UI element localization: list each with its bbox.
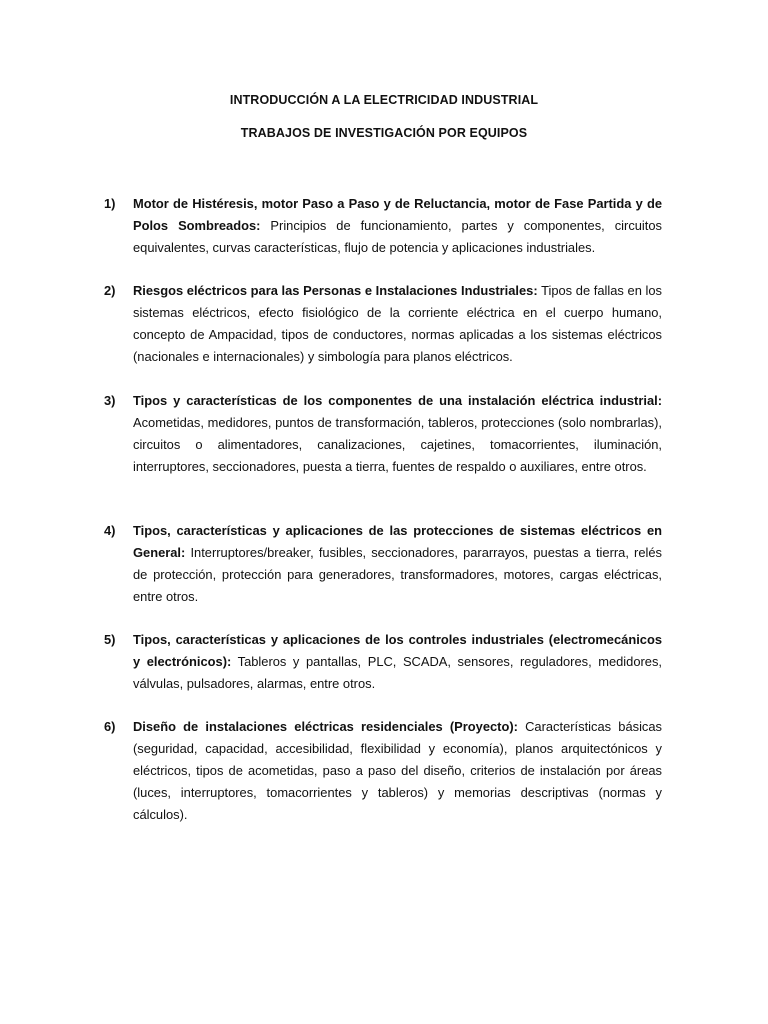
item-number: 3) <box>104 393 116 408</box>
document-subtitle: TRABAJOS DE INVESTIGACIÓN POR EQUIPOS <box>240 126 528 140</box>
item-heading: Tipos, características y aplicaciones de los controles industriales (electromecánicos y electrónicos): <box>133 632 662 669</box>
item-body <box>133 390 662 478</box>
item-text: Características básicas (seguridad, capacidad, accesibilidad, flexibilidad y economía), planos arquitectónicos y eléctricos, tipos de acometidas, paso a paso del diseño, criterios de instalación por áreas (luces, interruptores, tomacorrientes y tableros) y memorias descriptivas (normas y cálculos). <box>133 719 662 822</box>
item-body <box>133 716 662 826</box>
item-body <box>133 193 662 259</box>
item-text: Tipos de fallas en los sistemas eléctricos, efecto fisiológico de la corriente eléctrica en el cuerpo humano, concepto de Ampacidad, tipos de conductores, normas aplicadas a los sistemas eléctricos (nacionales e internacionales) y simbología para planos eléctricos. <box>133 283 662 364</box>
item-text: Principios de funcionamiento, partes y componentes, circuitos equivalentes, curvas características, flujo de potencia y aplicaciones industriales. <box>133 218 662 255</box>
item-heading: Diseño de instalaciones eléctricas residenciales (Proyecto): <box>133 719 518 734</box>
item-body <box>133 280 662 368</box>
item-heading: Tipos, características y aplicaciones de las protecciones de sistemas eléctricos en General: <box>133 523 662 560</box>
list-item <box>104 629 662 695</box>
list-item <box>104 193 662 259</box>
item-heading: Riesgos eléctricos para las Personas e Instalaciones Industriales: <box>133 283 538 298</box>
document-title: INTRODUCCIÓN A LA ELECTRICIDAD INDUSTRIAL <box>229 93 539 107</box>
item-heading: Motor de Histéresis, motor Paso a Paso y de Reluctancia, motor de Fase Partida y de Polos Sombreados: <box>133 196 662 233</box>
item-number: 5) <box>104 632 116 647</box>
item-heading: Tipos y características de los componentes de una instalación eléctrica industrial: <box>133 393 662 408</box>
item-text: Acometidas, medidores, puntos de transformación, tableros, protecciones (solo nombrarlas), circuitos o alimentadores, canalizaciones, cajetines, tomacorrientes, iluminación, interruptores, seccionadores, puesta a tierra, fuentes de respaldo o auxiliares, entre otros. <box>133 415 662 474</box>
list-item <box>104 280 662 368</box>
list-item <box>104 390 662 478</box>
item-body <box>133 629 662 695</box>
item-number: 4) <box>104 523 116 538</box>
item-text: Tableros y pantallas, PLC, SCADA, sensores, reguladores, medidores, válvulas, pulsadores, alarmas, entre otros. <box>133 654 663 691</box>
item-number: 2) <box>104 283 116 298</box>
item-number: 1) <box>104 196 116 211</box>
item-number: 6) <box>104 719 116 734</box>
item-body <box>133 520 662 608</box>
list-item <box>104 520 662 608</box>
item-text: Interruptores/breaker, fusibles, seccionadores, pararrayos, puestas a tierra, relés de protección, protección para generadores, transformadores, motores, cargas eléctricas, entre otros. <box>133 545 662 604</box>
list-item <box>104 716 662 826</box>
